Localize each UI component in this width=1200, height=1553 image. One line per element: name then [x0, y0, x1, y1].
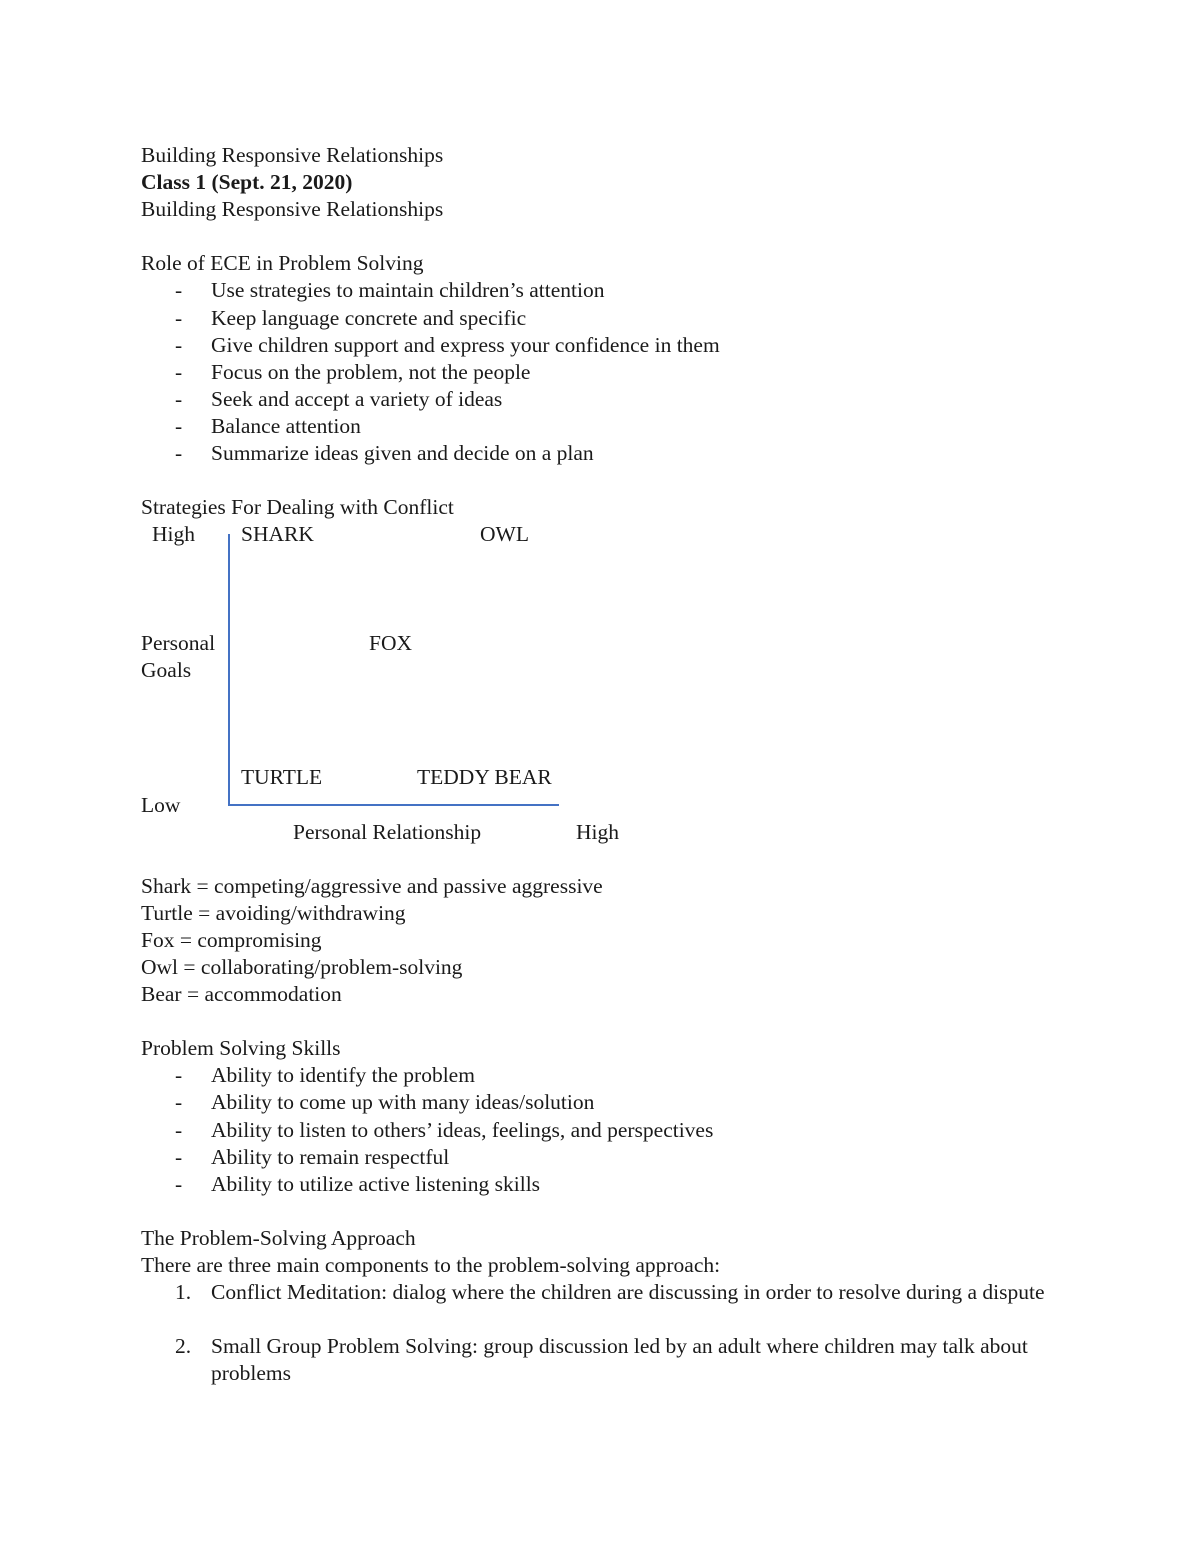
definition-line: Owl = collaborating/problem-solving: [141, 955, 463, 979]
bullet-dash: -: [175, 360, 183, 384]
doc-subtitle: Building Responsive Relationships: [141, 197, 444, 221]
definition-line: Turtle = avoiding/withdrawing: [141, 901, 406, 925]
bullet-dash: -: [175, 1145, 183, 1169]
list-number: 2.: [175, 1334, 192, 1358]
bullet-dash: -: [175, 333, 183, 357]
list-item-text: Small Group Problem Solving: group discussion led by an adult where children may talk about problems: [211, 1334, 1028, 1385]
list-item-text: Conflict Meditation: dialog where the children are discussing in order to resolve during a dispute: [211, 1280, 1045, 1304]
definition-line: Bear = accommodation: [141, 982, 342, 1006]
bullet-dash: -: [175, 414, 183, 438]
class-heading: Class 1 (Sept. 21, 2020): [141, 170, 353, 194]
skills-heading: Problem Solving Skills: [141, 1036, 341, 1060]
definition-line: Shark = competing/aggressive and passive aggressive: [141, 874, 603, 898]
bullet-dash: -: [175, 1063, 183, 1087]
y-axis-label-line1: Personal: [141, 631, 216, 655]
teddy-bear-label: TEDDY BEAR: [417, 765, 552, 789]
x-axis-high-label: High: [576, 820, 619, 844]
y-axis-high-label: High: [152, 522, 195, 546]
bullet-dash: -: [175, 278, 183, 302]
shark-label: SHARK: [241, 522, 314, 546]
x-axis-label: Personal Relationship: [293, 820, 482, 844]
bullet-dash: -: [175, 1172, 183, 1196]
doc-title: Building Responsive Relationships: [141, 143, 444, 167]
y-axis-line: [228, 534, 230, 805]
definition-line: Fox = compromising: [141, 928, 322, 952]
fox-label: FOX: [369, 631, 413, 655]
bullet-dash: -: [175, 306, 183, 330]
y-axis-label-line2: Goals: [141, 658, 192, 682]
approach-heading: The Problem-Solving Approach: [141, 1226, 416, 1250]
x-axis-line: [228, 804, 559, 806]
bullet-dash: -: [175, 1090, 183, 1114]
approach-intro: There are three main components to the problem-solving approach:: [141, 1253, 721, 1277]
conflict-heading: Strategies For Dealing with Conflict: [141, 495, 454, 519]
list-number: 1.: [175, 1280, 192, 1304]
bullet-dash: -: [175, 441, 183, 465]
document-page: Building Responsive Relationships Class 1 (Sept. 21, 2020) Building Responsive Relationships Role of ECE in Problem Solving - Use strategies to maintain children’s attention - Keep language concrete and specific - Give children support and express your confidence in them - Focus on the problem, not the people - Seek and accept a variety of ideas - Balance attention - Summarize ideas given and decide on a plan Strategies For Dealing with Conflict High SHARK OWL Personal Goals FOX TURTLE TEDDY BEAR Low Personal Relationship High Shark = competing/aggressive and passive aggressive Turtle = avoiding/withdrawing Fox = compromising Owl = collaborating/problem-solving Bear = accommodation Problem Solving Skills - Ability to identify the problem - Ability to come up with many ideas/solution - Ability to listen to others’ ideas, feelings, and perspectives - Ability to remain respectful - Ability to utilize active listening skills The Problem-Solving Approach There are three main components to the problem-solving approach: 1. Conflict Meditation: dialog where the children are discussing in order to resolve during a dispute 2. Small Group Problem Solving: group discussion led by an adult where children may talk about problems: [0, 0, 1200, 1553]
bullet-dash: -: [175, 1118, 183, 1142]
owl-label: OWL: [480, 522, 529, 546]
bullet-dash: -: [175, 387, 183, 411]
turtle-label: TURTLE: [241, 765, 323, 789]
y-axis-low-label: Low: [141, 793, 181, 817]
role-heading: Role of ECE in Problem Solving: [141, 251, 424, 275]
